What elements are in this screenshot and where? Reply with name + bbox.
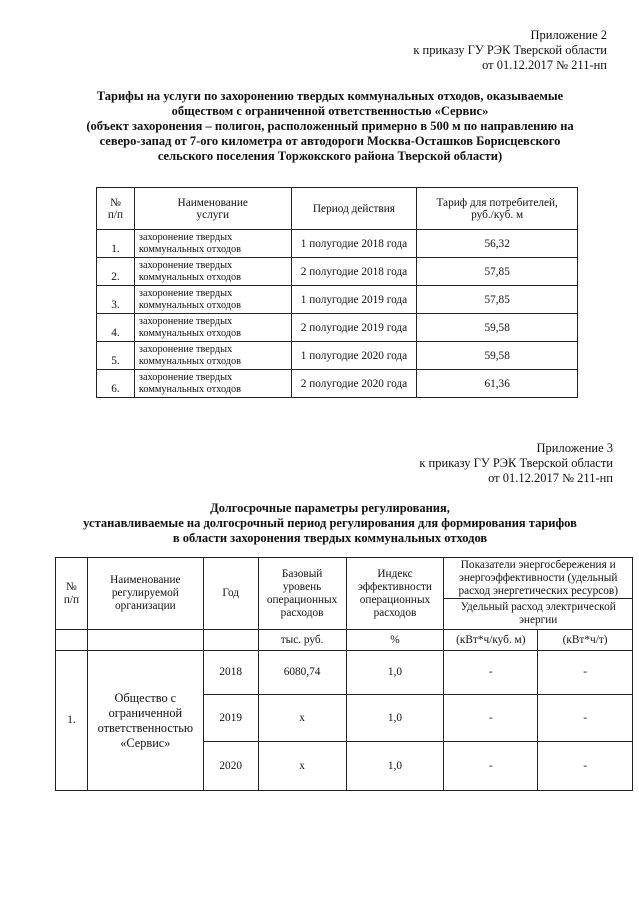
- col-year-header: Год: [203, 558, 258, 630]
- row-num: 2.: [97, 258, 135, 286]
- tariff-title-line3: (объект захоронения – полигон, расположенный примерно в 500 м по направлению на: [86, 119, 574, 133]
- row-e1: -: [444, 695, 538, 742]
- col-service-header: Наименование услуги: [134, 188, 291, 230]
- row-year: 2020: [203, 742, 258, 791]
- row-tariff: 59,58: [417, 314, 578, 342]
- params-units-row: [56, 630, 633, 651]
- row-tariff: 59,58: [417, 342, 578, 370]
- appendix3-date: от 01.12.2017 № 211-нп: [488, 471, 613, 485]
- params-table: [55, 557, 633, 791]
- params-title-line1: Долгосрочные параметры регулирования,: [210, 501, 450, 515]
- row-service: захоронение твердых коммунальных отходов: [134, 286, 291, 314]
- row-tariff: 56,32: [417, 230, 578, 258]
- row-num: 5.: [97, 342, 135, 370]
- col-num-header: № п/п: [56, 558, 88, 630]
- row-num: 1.: [56, 651, 88, 791]
- row-base: 6080,74: [258, 651, 346, 695]
- tariff-title-line2: обществом с ограниченной ответственностью «Сервис»: [171, 104, 489, 118]
- table-row: [97, 314, 578, 342]
- appendix2-order: к приказу ГУ РЭК Тверской области: [413, 43, 607, 57]
- row-period: 2 полугодие 2019 года: [291, 314, 417, 342]
- unit-index: %: [346, 630, 444, 651]
- col-org-header: Наименование регулируемой организации: [87, 558, 203, 630]
- row-period: 1 полугодие 2020 года: [291, 342, 417, 370]
- row-num: 1.: [97, 230, 135, 258]
- params-header-row1: [56, 558, 633, 599]
- col-period-header: Период действия: [291, 188, 417, 230]
- row-e2: -: [538, 651, 633, 695]
- row-e2: -: [538, 695, 633, 742]
- row-tariff: 57,85: [417, 258, 578, 286]
- row-num: 6.: [97, 370, 135, 398]
- unit-e2: (кВт*ч/т): [538, 630, 633, 651]
- appendix3-label: Приложение 3: [536, 441, 613, 455]
- appendix2-header: [307, 28, 607, 73]
- row-num: 3.: [97, 286, 135, 314]
- row-index: 1,0: [346, 742, 444, 791]
- org-name: Общество с ограниченной ответственностью «Сервис»: [87, 651, 203, 791]
- params-title: [40, 501, 620, 546]
- row-service: захоронение твердых коммунальных отходов: [134, 342, 291, 370]
- row-index: 1,0: [346, 695, 444, 742]
- unit-e1: (кВт*ч/куб. м): [444, 630, 538, 651]
- table-row: [97, 258, 578, 286]
- col-electricity-header: Удельный расход электрической энергии: [444, 599, 633, 630]
- appendix3-header: [313, 441, 613, 486]
- row-service: захоронение твердых коммунальных отходов: [134, 314, 291, 342]
- row-base: x: [258, 695, 346, 742]
- col-base-header: Базовый уровень операционных расходов: [258, 558, 346, 630]
- row-index: 1,0: [346, 651, 444, 695]
- row-period: 2 полугодие 2020 года: [291, 370, 417, 398]
- row-tariff: 57,85: [417, 286, 578, 314]
- tariff-title-line5: сельского поселения Торжокского района Тверской области): [157, 149, 503, 163]
- unit-base: тыс. руб.: [258, 630, 346, 651]
- row-year: 2019: [203, 695, 258, 742]
- params-title-line3: в области захоронения твердых коммунальных отходов: [172, 531, 488, 545]
- params-title-line2: устанавливаемые на долгосрочный период регулирования для формирования тарифов: [83, 516, 577, 530]
- col-tariff-header: Тариф для потребителей, руб./куб. м: [417, 188, 578, 230]
- row-tariff: 61,36: [417, 370, 578, 398]
- row-num: 4.: [97, 314, 135, 342]
- row-year: 2018: [203, 651, 258, 695]
- row-e1: -: [444, 651, 538, 695]
- row-service: захоронение твердых коммунальных отходов: [134, 230, 291, 258]
- row-e1: -: [444, 742, 538, 791]
- tariff-title: [40, 89, 620, 164]
- row-e2: -: [538, 742, 633, 791]
- tariff-table-header: [97, 188, 578, 230]
- tariff-table: [96, 187, 578, 398]
- row-period: 2 полугодие 2018 года: [291, 258, 417, 286]
- col-num-header: № п/п: [97, 188, 135, 230]
- row-service: захоронение твердых коммунальных отходов: [134, 258, 291, 286]
- col-energy-header: Показатели энергосбережения и энергоэффективности (удельный расход энергетических ресурсов): [444, 558, 633, 599]
- row-base: x: [258, 742, 346, 791]
- tariff-title-line4: северо-запад от 7-ого километра от автодороги Москва-Осташков Борисцевского: [99, 134, 561, 148]
- tariff-title-line1: Тарифы на услуги по захоронению твердых коммунальных отходов, оказываемые: [96, 89, 564, 103]
- table-row: [97, 286, 578, 314]
- col-index-header: Индекс эффективности операционных расходов: [346, 558, 444, 630]
- row-service: захоронение твердых коммунальных отходов: [134, 370, 291, 398]
- row-period: 1 полугодие 2019 года: [291, 286, 417, 314]
- table-row: [56, 651, 633, 695]
- appendix3-order: к приказу ГУ РЭК Тверской области: [419, 456, 613, 470]
- table-row: [97, 342, 578, 370]
- appendix2-date: от 01.12.2017 № 211-нп: [482, 58, 607, 72]
- row-period: 1 полугодие 2018 года: [291, 230, 417, 258]
- appendix2-label: Приложение 2: [530, 28, 607, 42]
- table-row: [97, 370, 578, 398]
- table-row: [97, 230, 578, 258]
